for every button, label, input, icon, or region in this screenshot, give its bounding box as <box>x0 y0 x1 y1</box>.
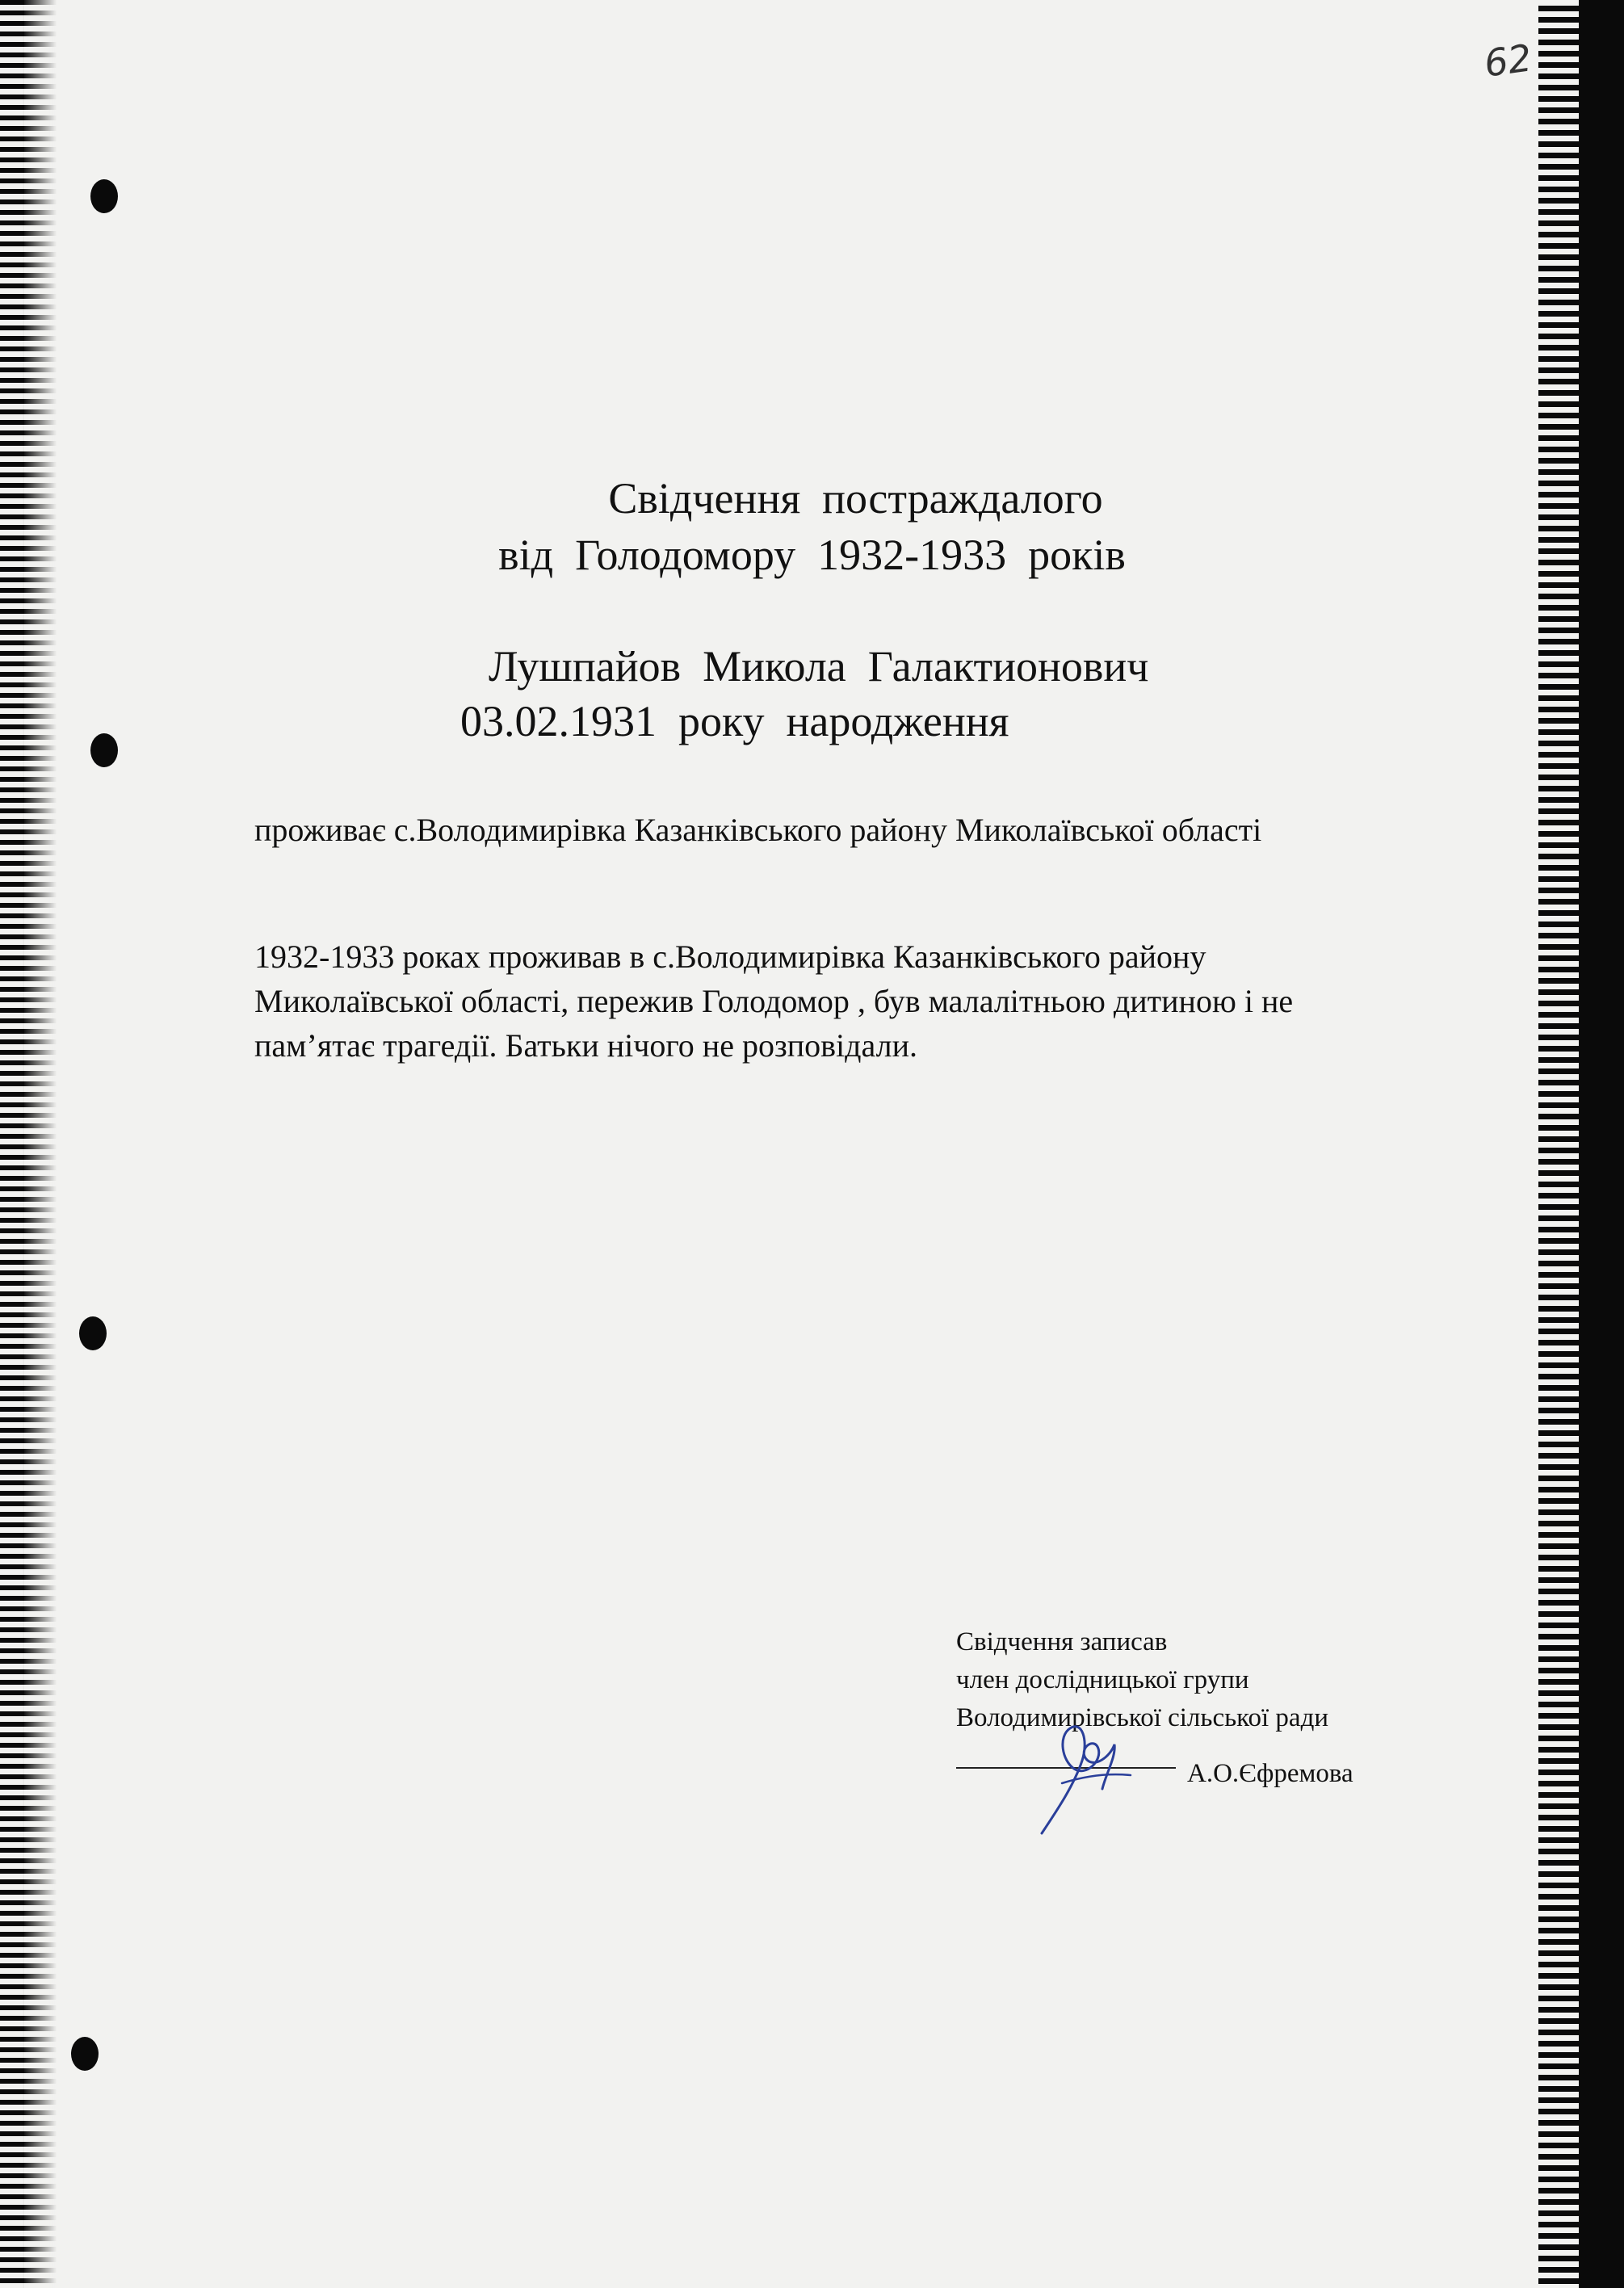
document-title-line-1: Свідчення постраждалого <box>608 474 1103 523</box>
punch-hole <box>90 179 118 213</box>
punch-hole <box>71 2037 99 2071</box>
document-page <box>24 0 1575 2288</box>
testimony-paragraph: 1932-1933 роках проживав в с.Володимирівка Казанківського району Миколаївської області, пережив Голодомор , був малалітньою дитиною і не пам’ятає трагедії. Батьки нічого не розповідали. <box>254 938 1294 1064</box>
recorder-line-1: Свідчення записав <box>956 1627 1168 1656</box>
person-birth-date: 03.02.1931 року народження <box>460 697 1009 745</box>
residence-paragraph: проживає с.Володимирівка Казанківського району Миколаївської області <box>254 812 1262 848</box>
handwritten-signature-icon <box>1026 1712 1147 1841</box>
signer-name: А.О.Єфремова <box>1187 1759 1353 1788</box>
handwritten-page-number: 62 <box>1481 36 1535 86</box>
document-title-line-2: від Голодомору 1932-1933 років <box>498 531 1126 579</box>
punch-hole <box>79 1316 107 1350</box>
recorder-line-3: Володимирівської сільської ради <box>956 1703 1329 1732</box>
recorder-line-2: член дослідницької групи <box>956 1665 1249 1694</box>
right-scan-border <box>1579 0 1624 2288</box>
person-name: Лушпайов Микола Галактионович <box>489 642 1149 691</box>
left-perforated-edge <box>0 0 57 2288</box>
punch-hole <box>90 733 118 767</box>
